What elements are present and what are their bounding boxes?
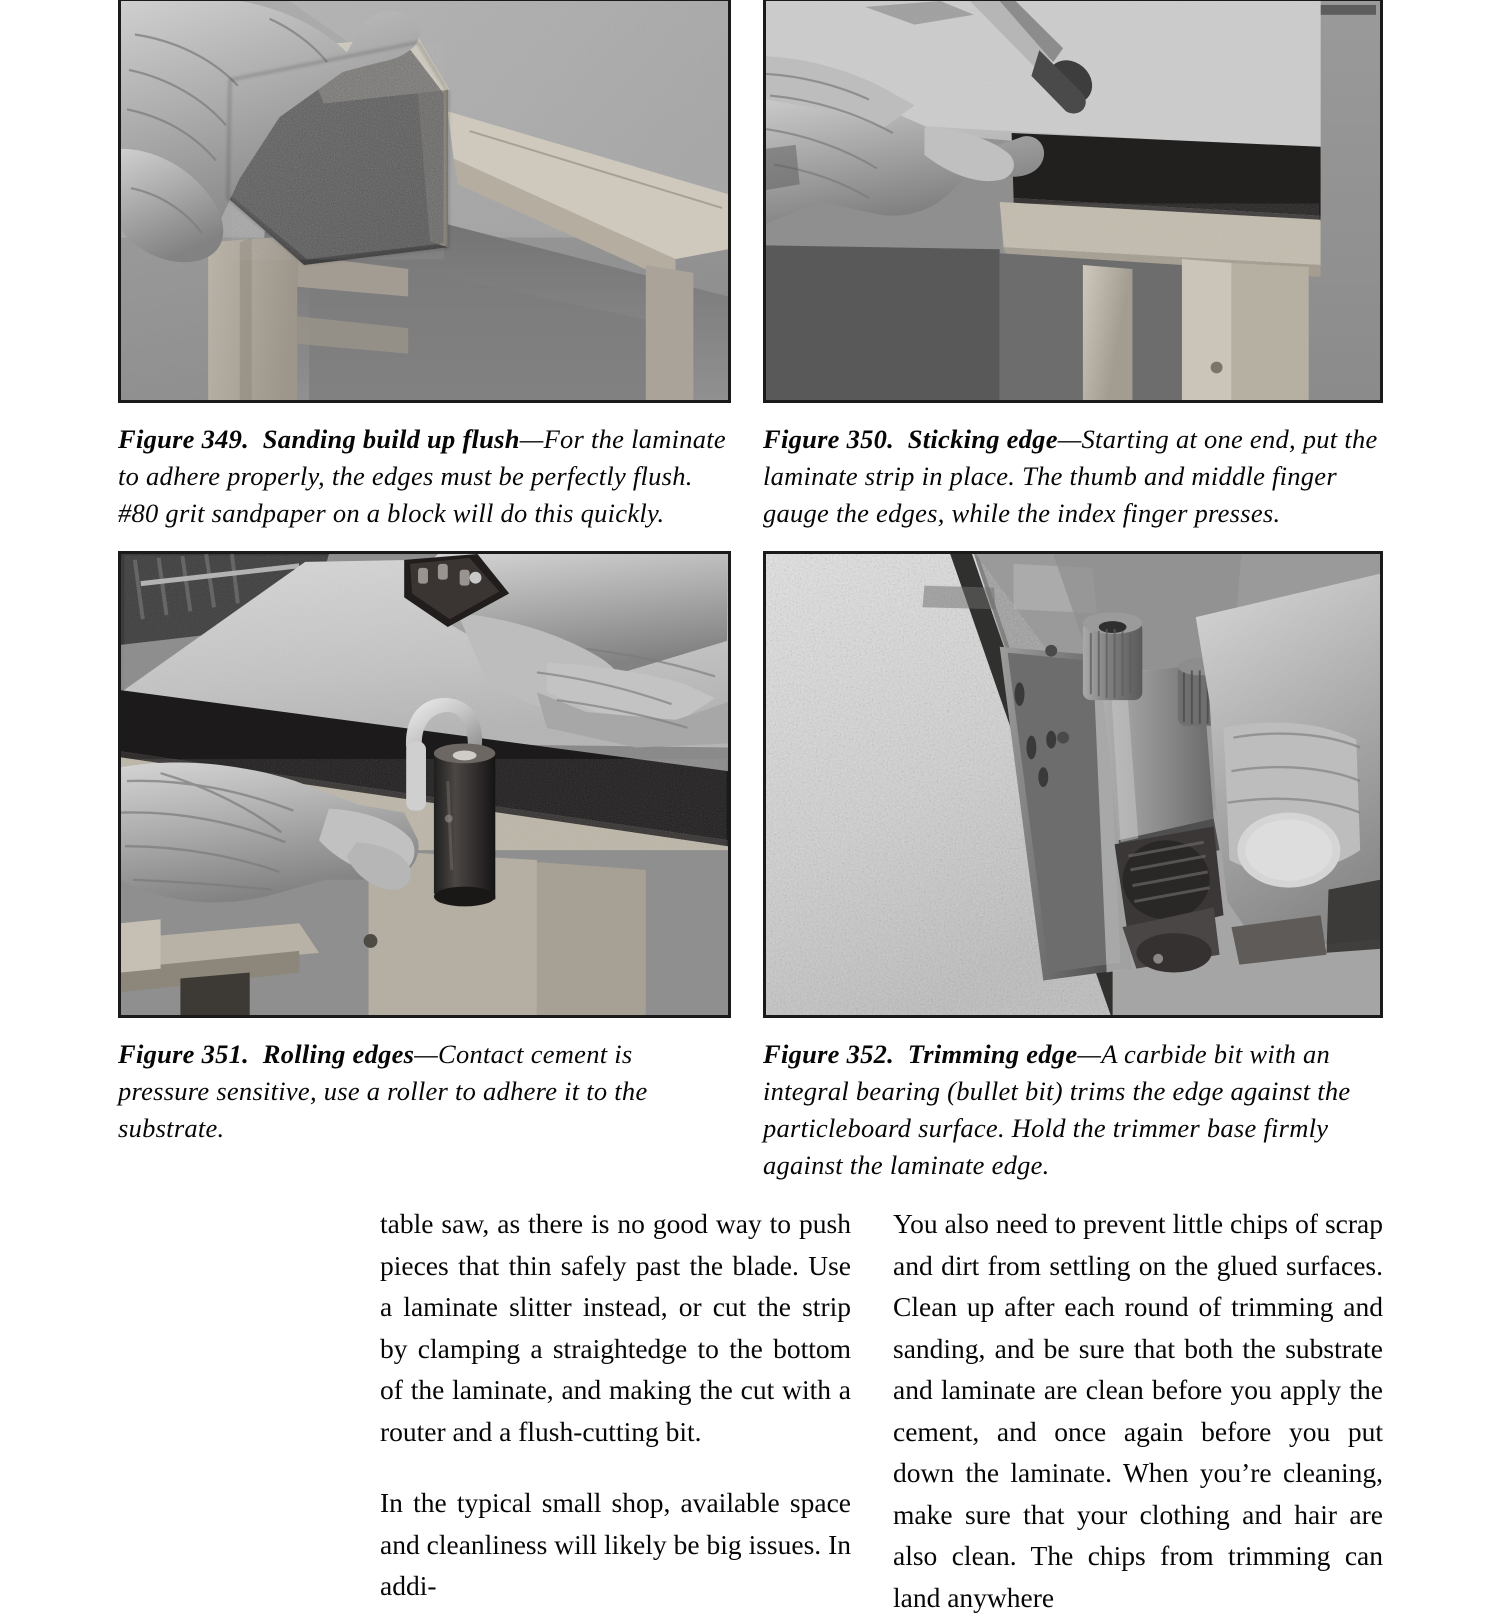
figure-352-number: Figure 352. — [763, 1039, 895, 1069]
figure-349-caption — [118, 421, 728, 532]
body-column-left — [380, 1203, 851, 1607]
figure-351-title: Rolling edges — [262, 1039, 415, 1069]
figure-349-number: Figure 349. — [118, 424, 250, 454]
figure-352-caption — [763, 1036, 1381, 1184]
figure-352-description: A carbide bit with an integral bearing (bullet bit) trims the edge against the particleboard surface. Hold the trimmer base firmly against the laminate edge. — [763, 1039, 1351, 1180]
figure-350-caption — [763, 421, 1381, 532]
figure-351-caption — [118, 1036, 718, 1147]
figure-352-title: Trimming edge — [907, 1039, 1078, 1069]
figure-350-number: Figure 350. — [763, 424, 895, 454]
figure-351-photo — [118, 551, 731, 1018]
body-column-right — [893, 1203, 1383, 1618]
trimming-edge-photo-art — [766, 554, 1380, 1015]
body-right-paragraph-1: You also need to prevent little chips of scrap and dirt from settling on the glued surfaces. Clean up after each round of trimming and sanding, and be sure that both the substrate and laminate are clean before you apply the cement, and once again before you put down the laminate. When you’re cleaning, make sure that your clothing and hair are also clean. The chips from trimming can land anywhere — [893, 1208, 1383, 1613]
body-left-paragraph-2: In the typical small shop, available space and cleanliness will likely be big issues. In addi- — [380, 1487, 851, 1601]
sticking-edge-photo-art — [766, 1, 1380, 400]
figure-351-number: Figure 351. — [118, 1039, 250, 1069]
figure-349-photo — [118, 0, 731, 403]
figure-352-dash: — — [1077, 1039, 1102, 1069]
sanding-block-photo-art — [121, 1, 728, 400]
figure-350-dash: — — [1057, 424, 1082, 454]
figure-352-photo — [763, 551, 1383, 1018]
rolling-edges-photo-art — [121, 554, 728, 1015]
figure-352-block — [763, 551, 1383, 1184]
figure-349-block — [118, 0, 731, 532]
figure-351-description: Contact cement is pressure sensitive, use a roller to adhere it to the substrate. — [118, 1039, 648, 1143]
figure-349-title: Sanding build up flush — [262, 424, 520, 454]
figure-350-photo — [763, 0, 1383, 403]
figure-349-dash: — — [519, 424, 544, 454]
figure-350-title: Sticking edge — [907, 424, 1058, 454]
figure-349-description: For the laminate to adhere properly, the edges must be perfectly flush. #80 grit sandpaper on a block will do this quickly. — [118, 424, 726, 528]
figure-350-block — [763, 0, 1383, 532]
figure-351-dash: — — [414, 1039, 439, 1069]
body-left-paragraph-1: table saw, as there is no good way to push pieces that thin safely past the blade. Use a laminate slitter instead, or cut the strip by clamping a straightedge to the bottom of the laminate, and making the cut with a router and a flush-cutting bit. — [380, 1208, 851, 1447]
figure-350-description: Starting at one end, put the laminate strip in place. The thumb and middle finger gauge the edges, while the index finger presses. — [763, 424, 1378, 528]
figure-351-block — [118, 551, 731, 1147]
